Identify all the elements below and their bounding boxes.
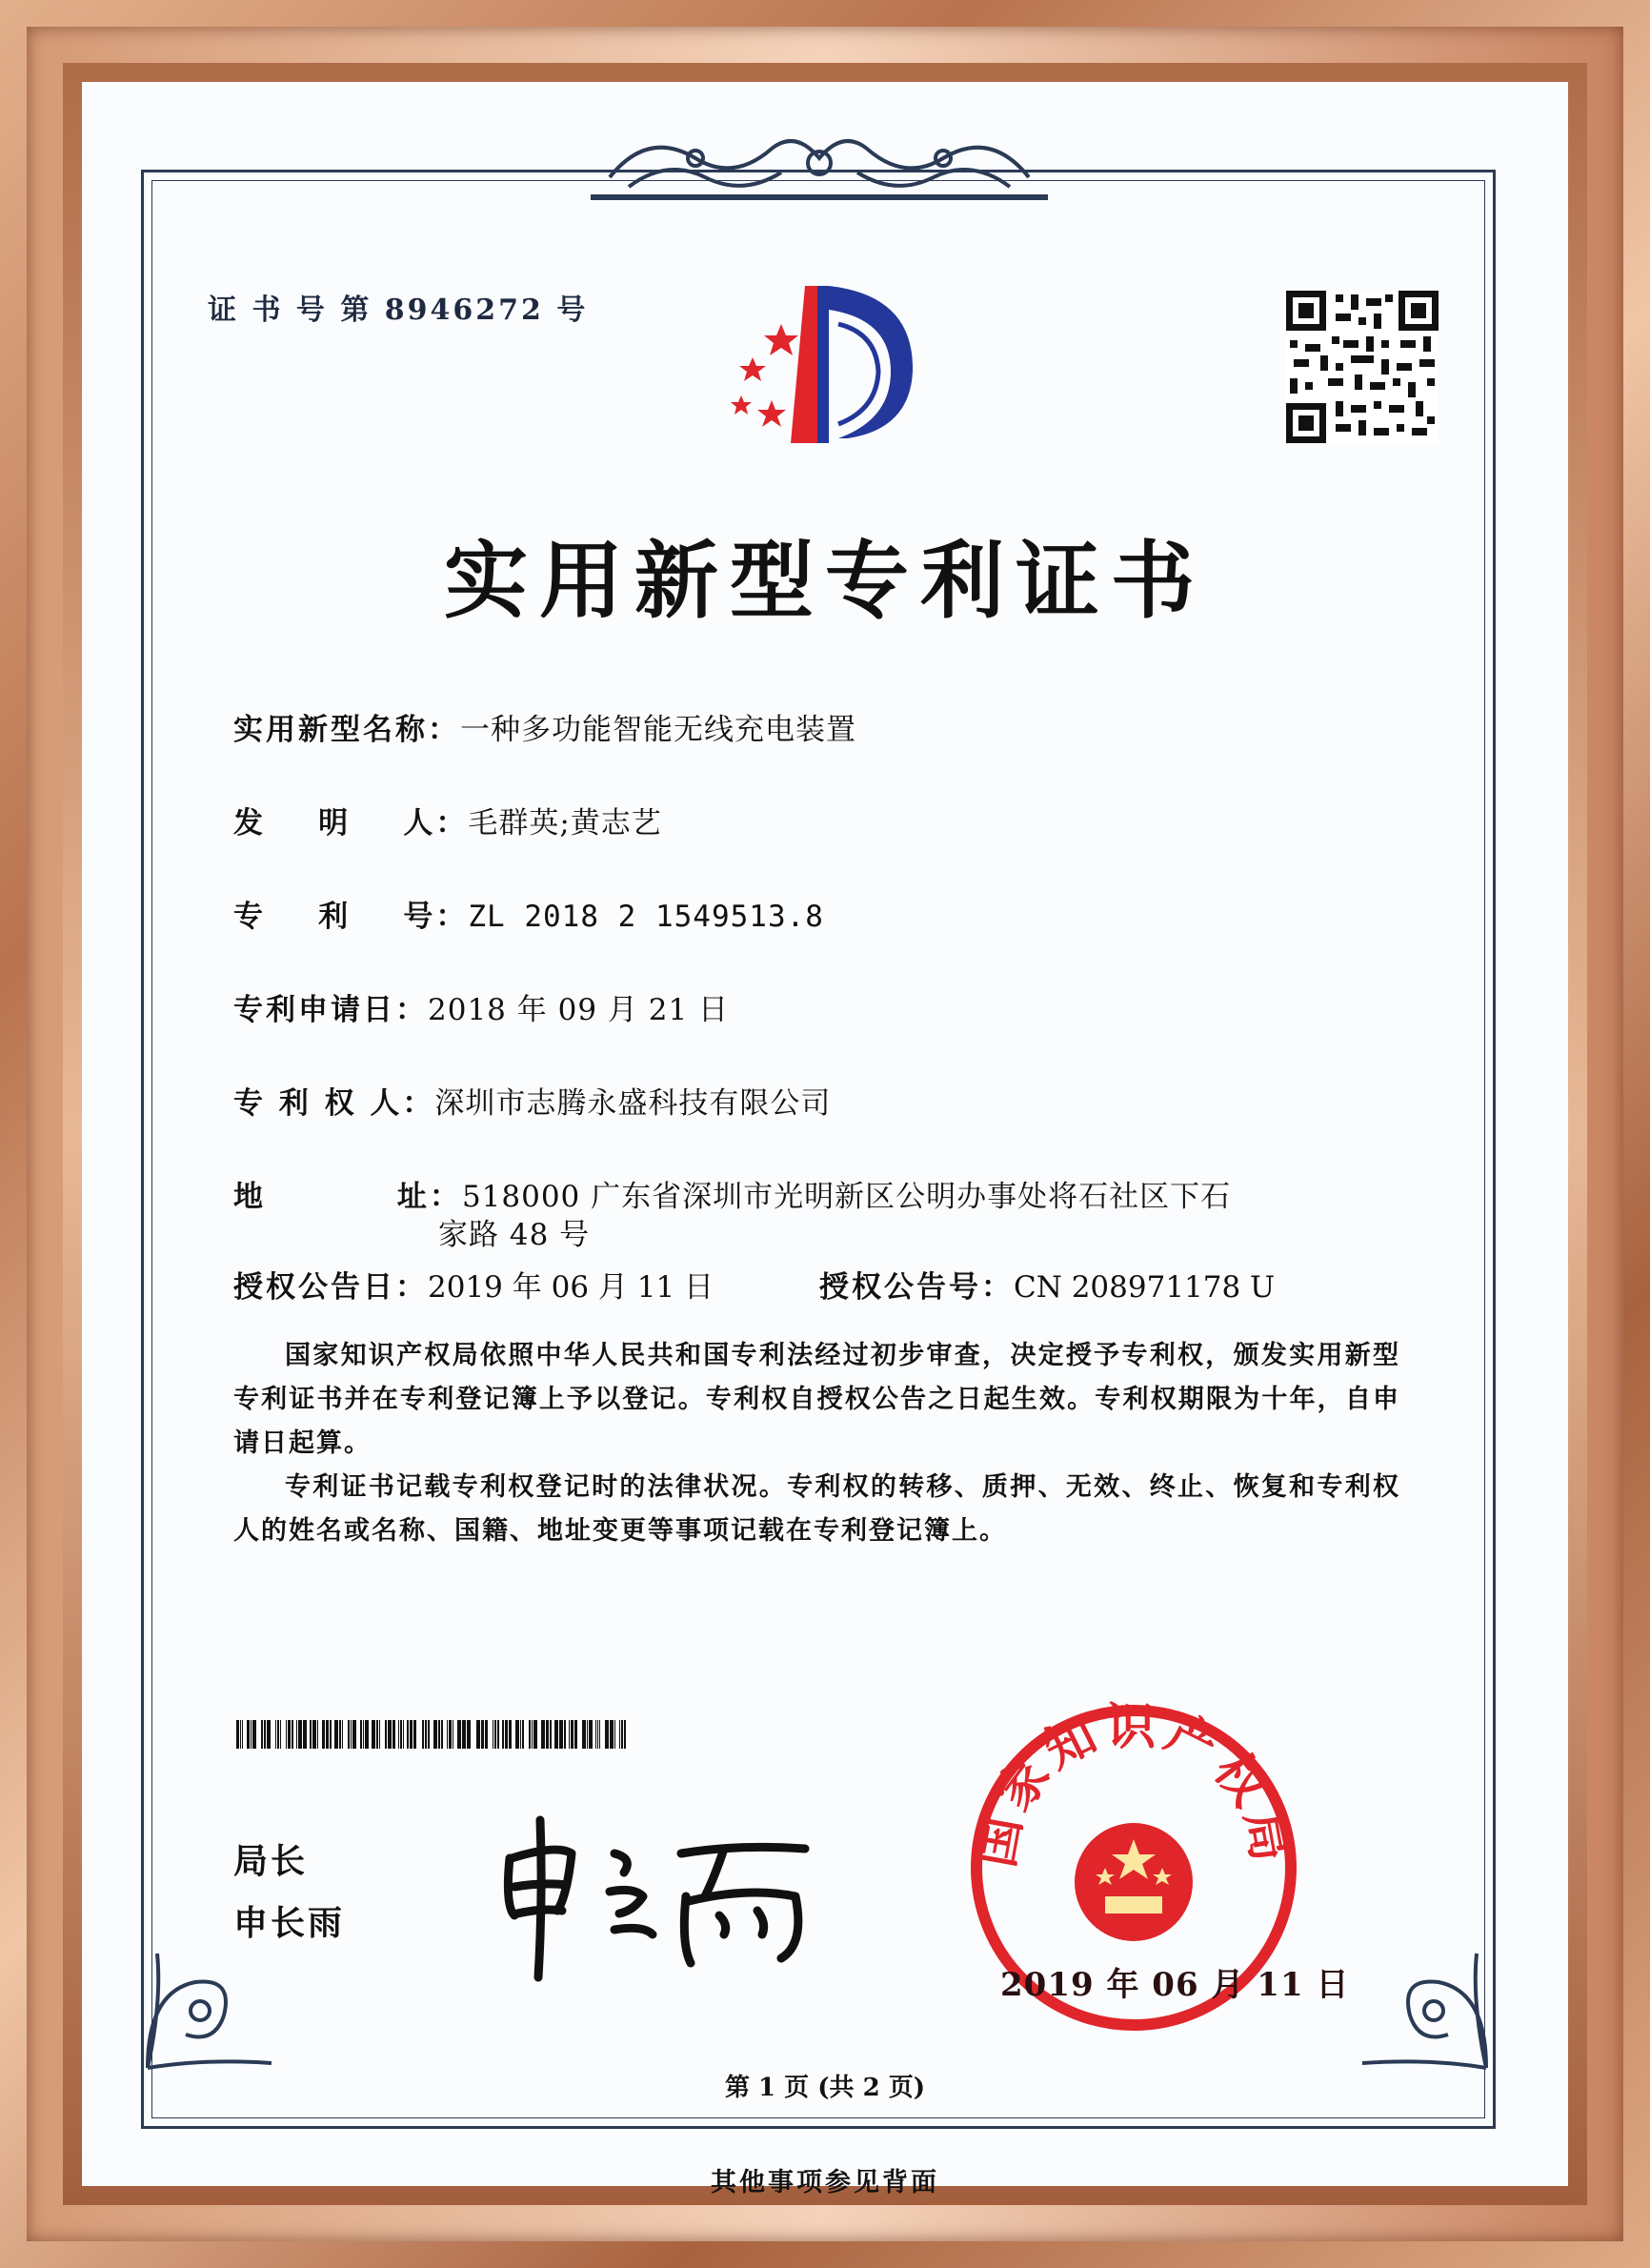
field-value: 毛群英;黄志艺 <box>468 806 662 840</box>
field-value: 深圳市志腾永盛科技有限公司 <box>434 1086 832 1121</box>
qr-code-icon <box>1286 291 1439 443</box>
field-value: 一种多功能智能无线充电装置 <box>460 713 856 747</box>
director-signature <box>491 1801 834 1982</box>
director-name: 申长雨 <box>233 1903 346 1943</box>
field-label: 发 明 人： <box>233 806 469 840</box>
address-line-2: 家路 48 号 <box>438 1218 591 1252</box>
legal-paragraph: 专利证书记载专利权登记时的法律状况。专利权的转移、质押、无效、终止、恢复和专利权人的姓名或名称、国籍、地址变更等事项记载在专利登记簿上。 <box>233 1472 1400 1546</box>
grant-date-label: 授权公告日： <box>233 1270 428 1305</box>
back-note: 其他事项参见背面 <box>711 2168 939 2197</box>
field-patent-number <box>233 892 824 935</box>
field-label: 专利申请日： <box>233 993 428 1027</box>
field-inventor <box>233 799 662 841</box>
field-value: 518000 广东省深圳市光明新区公明办事处将石社区下石 <box>461 1180 1232 1214</box>
certificate-number: 证 书 号 第 8946272 号 <box>208 294 589 327</box>
barcode-icon <box>233 1720 629 1749</box>
field-value: 2018 年 09 月 21 日 <box>428 993 730 1027</box>
top-ornament-icon <box>591 120 1048 206</box>
svg-text:国家知识产权局: 国家知识产权局 <box>966 1698 1301 1872</box>
grant-date <box>233 1263 714 1306</box>
grant-number <box>819 1263 1275 1306</box>
certificate-title: 实用新型专利证书 <box>443 531 1206 630</box>
corner-ornament-icon <box>1343 1925 1505 2087</box>
field-address <box>233 1172 1231 1215</box>
field-label: 实用新型名称： <box>233 713 460 747</box>
grant-number-label: 授权公告号： <box>819 1270 1014 1305</box>
grant-date-value: 2019 年 06 月 11 日 <box>428 1270 714 1305</box>
field-utility-model-name <box>233 705 856 748</box>
patent-emblem-icon <box>695 267 943 457</box>
field-value: ZL 2018 2 1549513.8 <box>468 900 824 934</box>
field-application-date <box>233 985 729 1028</box>
seal-date: 2019 年 06 月 11 日 <box>1000 1966 1350 2004</box>
grant-number-value: CN 208971178 U <box>1014 1270 1276 1305</box>
corner-ornament-icon <box>129 1925 291 2087</box>
legal-paragraph: 国家知识产权局依照中华人民共和国专利法经过初步审查，决定授予专利权，颁发实用新型专利证书并在专利登记簿上予以登记。专利权自授权公告之日起生效。专利权期限为十年，自申请日起算。 <box>233 1341 1400 1458</box>
field-label: 专 利 号： <box>233 900 469 934</box>
field-label: 专 利 权 人： <box>233 1086 435 1121</box>
page-number: 第 1 页 (共 2 页) <box>724 2074 926 2102</box>
field-patentee <box>233 1079 831 1122</box>
field-label: 地 址： <box>233 1180 462 1214</box>
director-title: 局长 <box>233 1841 309 1881</box>
legal-notice <box>233 1334 1400 1553</box>
